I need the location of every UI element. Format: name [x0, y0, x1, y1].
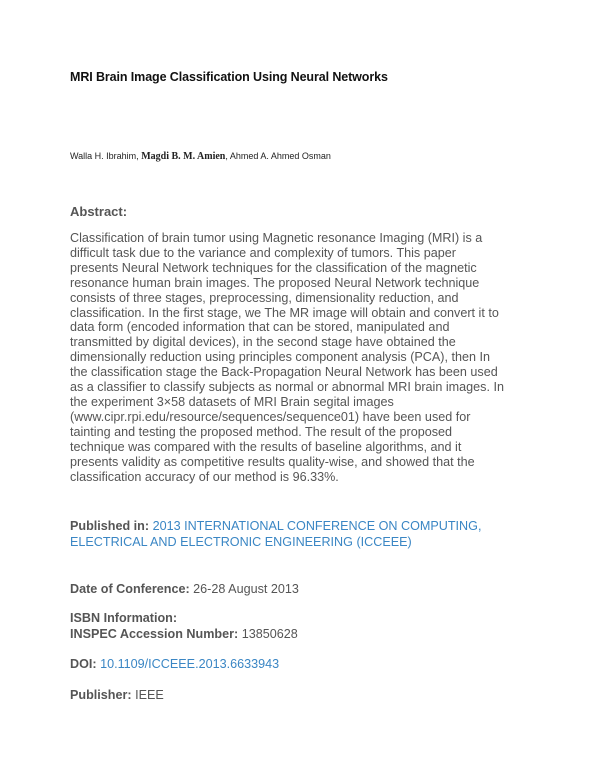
conference-link-line2[interactable]: ELECTRICAL AND ELECTRONIC ENGINEERING (ICCEEE)	[70, 534, 412, 549]
conference-link-line1[interactable]: 2013 INTERNATIONAL CONFERENCE ON COMPUTING,	[152, 519, 482, 533]
abstract-line: the experiment 3×58 datasets of MRI Brain segital images	[70, 394, 394, 409]
paper-title: MRI Brain Image Classification Using Neural Networks	[70, 70, 388, 84]
isbn-label: ISBN Information:	[70, 611, 178, 625]
abstract-heading: Abstract:	[70, 204, 128, 219]
abstract-line: Classification of brain tumor using Magnetic resonance Imaging (MRI) is a	[70, 231, 483, 245]
publisher-value: IEEE	[135, 688, 164, 702]
abstract-line: difficult task due to the variance and complexity of tumors. This paper	[70, 245, 456, 260]
publisher	[70, 688, 540, 704]
abstract-line: technique was compared with the results of baseline algorithms, and it	[70, 439, 462, 454]
abstract-body	[70, 231, 540, 484]
abstract-line: presents validity as competitive results quality-wise, and showed that the	[70, 454, 475, 469]
conference-date-value: 26-28 August 2013	[193, 582, 299, 596]
inspec-label: INSPEC Accession Number:	[70, 627, 239, 641]
publisher-label: Publisher:	[70, 688, 132, 702]
published-in-label: Published in:	[70, 519, 150, 533]
isbn-information	[70, 611, 540, 627]
doi-link[interactable]: 10.1109/ICCEEE.2013.6633943	[100, 657, 280, 671]
abstract-line: dimensionally reduction using principles component analysis (PCA), then In	[70, 350, 491, 365]
inspec-accession	[70, 627, 540, 643]
abstract-line: (www.cipr.rpi.edu/resource/sequences/sequence01) have been used for	[70, 409, 471, 424]
abstract-line: presents Neural Network techniques for the classification of the magnetic	[70, 260, 477, 275]
author-ibrahim: Walla H. Ibrahim,	[70, 151, 139, 161]
abstract-line: tainting and testing the proposed method. The result of the proposed	[70, 424, 453, 439]
doi	[70, 657, 540, 673]
conference-date-label: Date of Conference:	[70, 582, 190, 596]
abstract-line: consists of three stages, preprocessing, dimensionality reduction, and	[70, 290, 459, 305]
abstract-line: resonance human brain images. The proposed Neural Network technique	[70, 275, 480, 290]
doi-label: DOI:	[70, 657, 97, 671]
abstract-line: transmitted by digital devices), in the second stage have obtained the	[70, 335, 456, 350]
author-osman: , Ahmed A. Ahmed Osman	[225, 151, 331, 161]
abstract-line: data form (encoded information that can be stored, manipulated and	[70, 320, 450, 335]
abstract-line: as a classifier to classify subjects as normal or abnormal MRI brain images. In	[70, 380, 504, 395]
inspec-value: 13850628	[241, 627, 298, 641]
abstract-line: classification. In the first stage, we The MR image will obtain and convert it to	[70, 305, 499, 320]
conference-date	[70, 582, 540, 598]
author-amien: Magdi B. M. Amien	[141, 151, 226, 162]
published-in	[70, 519, 540, 550]
abstract-line: classification accuracy of our method is 96.33%.	[70, 469, 339, 484]
abstract-line: the classification stage the Back-Propagation Neural Network has been used	[70, 365, 498, 380]
author-list	[70, 151, 540, 162]
